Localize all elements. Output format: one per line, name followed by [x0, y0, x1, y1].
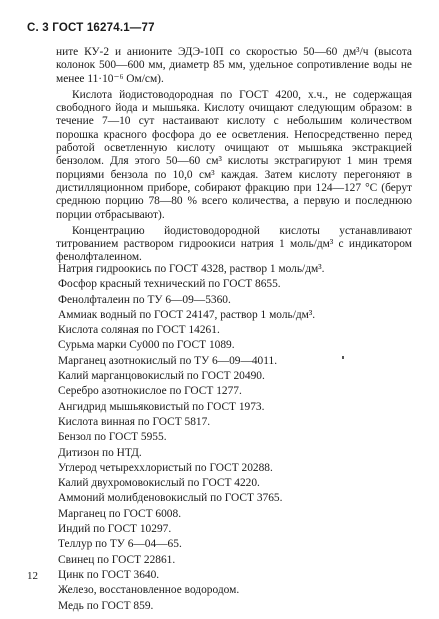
list-item: Углерод четыреххлористый по ГОСТ 20288. [58, 461, 273, 474]
list-item: Сурьма марки Су000 по ГОСТ 1089. [58, 339, 235, 352]
page-number: 12 [27, 570, 38, 582]
list-item: Калий марганцовокислый по ГОСТ 20490. [58, 370, 265, 383]
list-item: Железо, восстановленное водородом. [58, 584, 240, 597]
list-item: Индий по ГОСТ 10297. [58, 523, 172, 536]
scan-speck [342, 356, 344, 359]
list-item: Фосфор красный технический по ГОСТ 8655. [58, 278, 281, 291]
list-item: Дитизон по НТД. [58, 446, 142, 459]
list-item: Бензол по ГОСТ 5955. [58, 431, 167, 444]
list-item: Цинк по ГОСТ 3640. [58, 568, 160, 581]
page-header: С. 3 ГОСТ 16274.1—77 [27, 22, 155, 34]
list-item: Фенолфталеин по ТУ 6—09—5360. [58, 293, 231, 306]
list-item: Свинец по ГОСТ 22861. [58, 553, 176, 566]
list-item: Медь по ГОСТ 859. [58, 599, 154, 612]
list-item: Ангидрид мышьяковистый по ГОСТ 1973. [58, 400, 265, 413]
list-item: Натрия гидроокись по ГОСТ 4328, раствор 1 моль/дм³. [58, 263, 325, 275]
body-text [56, 46, 412, 268]
list-item: Марганец азотнокислый по ТУ 6—09—4011. [58, 354, 278, 367]
list-item: Аммиак водный по ГОСТ 24147, раствор 1 моль/дм³. [58, 308, 316, 321]
list-item: Кислота соляная по ГОСТ 14261. [58, 324, 220, 337]
list-item: Аммоний молибденовокислый по ГОСТ 3765. [58, 492, 283, 505]
paragraph: Концентрацию йодистоводородной кислоты устанавливают титрованием раствором гидроокиси натрия 1 моль/дм³ с индикатором фенолфталеином. [56, 224, 412, 264]
paragraph: ните КУ-2 и анионите ЭДЭ-10П со скоростью 50—60 дм³/ч (высота колонок 500—600 мм, диаметр 85 мм, удельное сопротивление воды не менее 11·10⁻⁶ Ом/см). [56, 46, 412, 85]
paragraph: Кислота йодистоводородная по ГОСТ 4200, х.ч., не содержащая свободного йода и мышьяка. Кислоту очищают следующим образом: в течение 7—10 сут настаивают кислоту с небольшим количеством порошка красного фосфора до ее осветления. Непосредственно перед работой осветленную кислоту очищают от мышьяка экстракцией бензолом. Для этого 50—60 см³ кислоты экстрагируют 1 мин тремя порциями бензола по 10,0 см³ каждая. Затем кислоту перегоняют в дистилляционном приборе, собирают фракцию при 124—127 °С (берут среднюю порцию 78—80 % всего количества, а первую и последнюю порции отбрасывают). [56, 88, 412, 221]
list-item: Серебро азотнокислое по ГОСТ 1277. [58, 385, 242, 398]
list-item: Теллур по ТУ 6—04—65. [58, 538, 182, 551]
list-item: Марганец по ГОСТ 6008. [58, 507, 182, 520]
reagent-list [58, 263, 414, 615]
list-item: Калий двухромовокислый по ГОСТ 4220. [58, 477, 260, 490]
list-item: Кислота винная по ГОСТ 5817. [58, 415, 211, 428]
